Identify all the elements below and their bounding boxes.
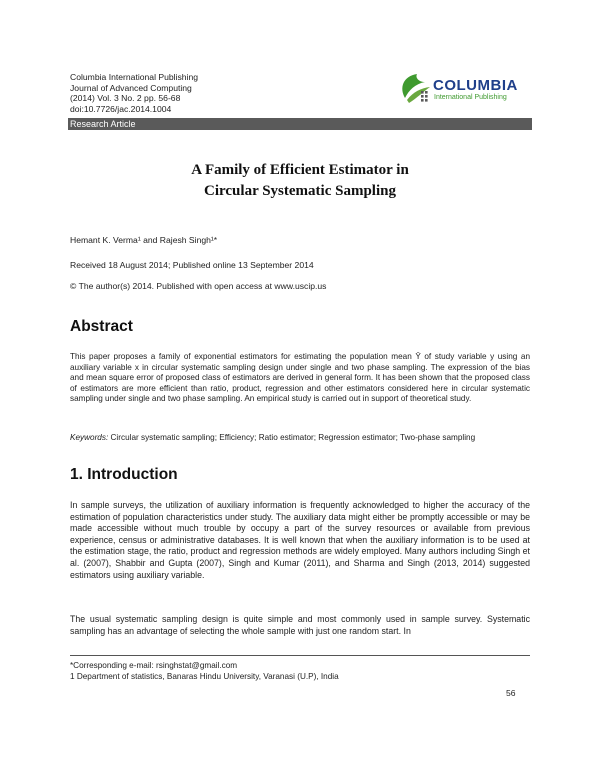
journal-name: Journal of Advanced Computing bbox=[70, 82, 192, 93]
article-type: Research Article bbox=[68, 118, 532, 130]
abstract-text: This paper proposes a family of exponential estimators for estimating the population mean Ȳ of study variable y using an auxiliary variable x in circular systematic sampling design under single and two phase sampling. The expression of the bias and mean square error of proposed class of estimators are derived in general form. It has been shown that the proposed class of estimators are more efficient than ratio, product, regression and other estimators considered here in circular systematic sampling under single and two phase sampling. An empirical study is carried out in support of theoretical study. bbox=[70, 352, 530, 404]
author-affiliation: 1 Department of statistics, Banaras Hindu University, Varanasi (U.P), India bbox=[70, 672, 339, 681]
keywords-label: Keywords: bbox=[70, 433, 109, 442]
doi: doi:10.7726/jac.2014.1004 bbox=[70, 103, 172, 114]
corresponding-email: *Corresponding e-mail: rsinghstat@gmail.com bbox=[70, 661, 238, 670]
page-number: 56 bbox=[506, 688, 516, 698]
columbia-leaf-icon bbox=[397, 72, 433, 106]
license-line: © The author(s) 2014. Published with open access at www.uscip.us bbox=[70, 281, 327, 291]
logo-wordmark: COLUMBIA bbox=[433, 77, 518, 94]
article-type-bar bbox=[68, 118, 530, 130]
title-line-1: A Family of Efficient Estimator in bbox=[191, 162, 409, 178]
footnote-rule bbox=[70, 655, 530, 656]
journal-header bbox=[70, 72, 198, 114]
publisher-logo bbox=[397, 72, 531, 106]
keywords-text: Circular systematic sampling; Efficiency; Ratio estimator; Regression estimator; Two-phase sampling bbox=[110, 433, 476, 442]
keywords bbox=[70, 433, 530, 444]
introduction-paragraph-2: The usual systematic sampling design is quite simple and most commonly used in sample survey. Systematic sampling has an advantage of selecting the whole sample with just one random start. In bbox=[70, 614, 530, 636]
introduction-paragraph-1: In sample surveys, the utilization of auxiliary information is frequently acknowledged to higher the accuracy of the estimation of population characteristics under study. The auxiliary data might either be promptly accessible or may be made accessible without much trouble by occupy a part of the survey resources or available from previous experience, census or administrative databases. It is well known that when the auxiliary information is to be used at the estimation stage, the ratio, product and regression methods are widely employed. Many authors including Singh et al. (2007), Shabbir and Gupta (2007), Singh and Kumar (2011), and Sharma and Singh (2013, 2014) suggested estimators using auxiliary variable. bbox=[70, 500, 530, 580]
volume-info: (2014) Vol. 3 No. 2 pp. 56-68 bbox=[70, 93, 181, 104]
abstract-heading: Abstract bbox=[70, 318, 133, 335]
logo-subtitle: International Publishing bbox=[434, 94, 507, 101]
introduction-heading: 1. Introduction bbox=[70, 466, 178, 483]
publication-dates: Received 18 August 2014; Published online 13 September 2014 bbox=[70, 260, 314, 270]
publisher-name: Columbia International Publishing bbox=[70, 72, 199, 82]
paper-title bbox=[70, 160, 530, 202]
authors: Hemant K. Verma¹ and Rajesh Singh¹* bbox=[70, 235, 218, 245]
title-line-2: Circular Systematic Sampling bbox=[204, 183, 396, 199]
